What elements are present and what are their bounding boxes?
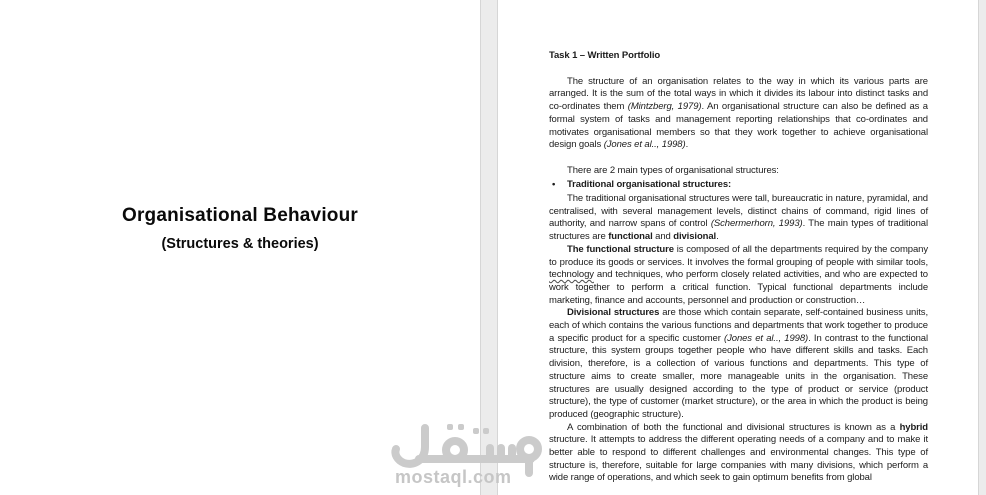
text-run: are those which contain separate, self-contained business units, each of which contains the various functions and departments that work together to produce a specific product for a specific customer bbox=[549, 307, 928, 344]
document-title[interactable]: Organisational Behaviour bbox=[121, 205, 359, 226]
paragraph[interactable] bbox=[549, 76, 928, 152]
text-run: hybrid bbox=[899, 421, 928, 433]
cover-title-block[interactable] bbox=[0, 204, 480, 253]
misspelled-word: technology bbox=[549, 269, 594, 281]
text-run: (Schermerhorn, 1993) bbox=[710, 218, 803, 230]
text-run: There are 2 main types of organisational structures: bbox=[567, 164, 779, 176]
text-run: . bbox=[685, 139, 689, 151]
text-run: structure. It attempts to address the different operating needs of a company and to make it better able to respond to different challenges and environmental changes. This type of structure is, therefore, suitable for large companies with many divisions, which perform a wide range of operations, and which seek to gain optimum benefits from global bbox=[549, 434, 928, 484]
paragraph[interactable] bbox=[549, 422, 928, 486]
text-run: is composed of all the departments required by the company to produce its goods or services. It involves the formal grouping of people with similar tools, bbox=[549, 243, 928, 268]
page-gutter bbox=[480, 0, 498, 495]
text-run: . The main types of traditional structures are bbox=[549, 218, 928, 243]
text-run: Traditional organisational structures: bbox=[567, 179, 732, 191]
paragraphs-container[interactable] bbox=[549, 76, 928, 485]
task-heading[interactable]: Task 1 – Written Portfolio bbox=[549, 50, 661, 61]
text-run: (Mintzberg, 1979) bbox=[627, 101, 702, 113]
paragraph[interactable] bbox=[549, 165, 928, 178]
text-run: and techniques, who perform closely related activities, and who are expected to work together to perform a critical function. Typical functional departments include marketing, finance and accounts, personnel and production or construction… bbox=[549, 269, 928, 306]
page-gutter-right-edge bbox=[978, 0, 986, 495]
paragraph[interactable] bbox=[549, 244, 928, 308]
bullet-marker: • bbox=[552, 179, 556, 191]
paragraph[interactable] bbox=[549, 307, 928, 421]
text-run: The structure of an organisation relates to the way in which its various parts are arranged. It is the sum of the total ways in which it divides its labour into distinct tasks and co-ordinates them bbox=[549, 75, 928, 113]
text-run: (Jones et al.., 1998) bbox=[603, 139, 686, 151]
text-run: . An organisational structure can also be defined as a formal system of tasks and management reporting relationships that co-ordinates and motivates organisational members so that they work together to achieve organisational design goals bbox=[549, 101, 928, 151]
text-run: The functional structure bbox=[567, 243, 674, 255]
text-run: A combination of both the functional and divisional structures is known as a bbox=[567, 421, 900, 433]
text-run: . bbox=[716, 231, 719, 243]
text-run: The traditional organisational structures were tall, bureaucratic in nature, pyramidal, and centralised, with several management levels, distinct chains of command, rigid lines of authority, and narrow spans of control bbox=[549, 193, 928, 230]
body-text-column[interactable] bbox=[549, 50, 928, 485]
text-run: functional bbox=[608, 231, 653, 243]
text-run: and bbox=[652, 231, 674, 243]
document-subtitle[interactable]: (Structures & theories) bbox=[161, 236, 319, 252]
text-run: divisional bbox=[673, 231, 717, 243]
bullet-item[interactable] bbox=[549, 179, 928, 192]
text-run: Divisional structures bbox=[567, 307, 660, 319]
paragraph[interactable] bbox=[549, 193, 928, 244]
watermark-domain-text: mostaql.com bbox=[395, 467, 512, 487]
text-run: (Jones et al.., 1998) bbox=[724, 332, 809, 344]
text-run: . In contrast to the functional structure, this system groups together people who have different skills and tasks. Each division, therefore, is a collection of various functions and departments. This type of structure aims to create smaller, more manageable units in the organisation. These structures are usually designed according to the type of product or service (product structure), the type of customer (market structure), or the area in which the product is being produced (geographic structure). bbox=[549, 332, 928, 420]
